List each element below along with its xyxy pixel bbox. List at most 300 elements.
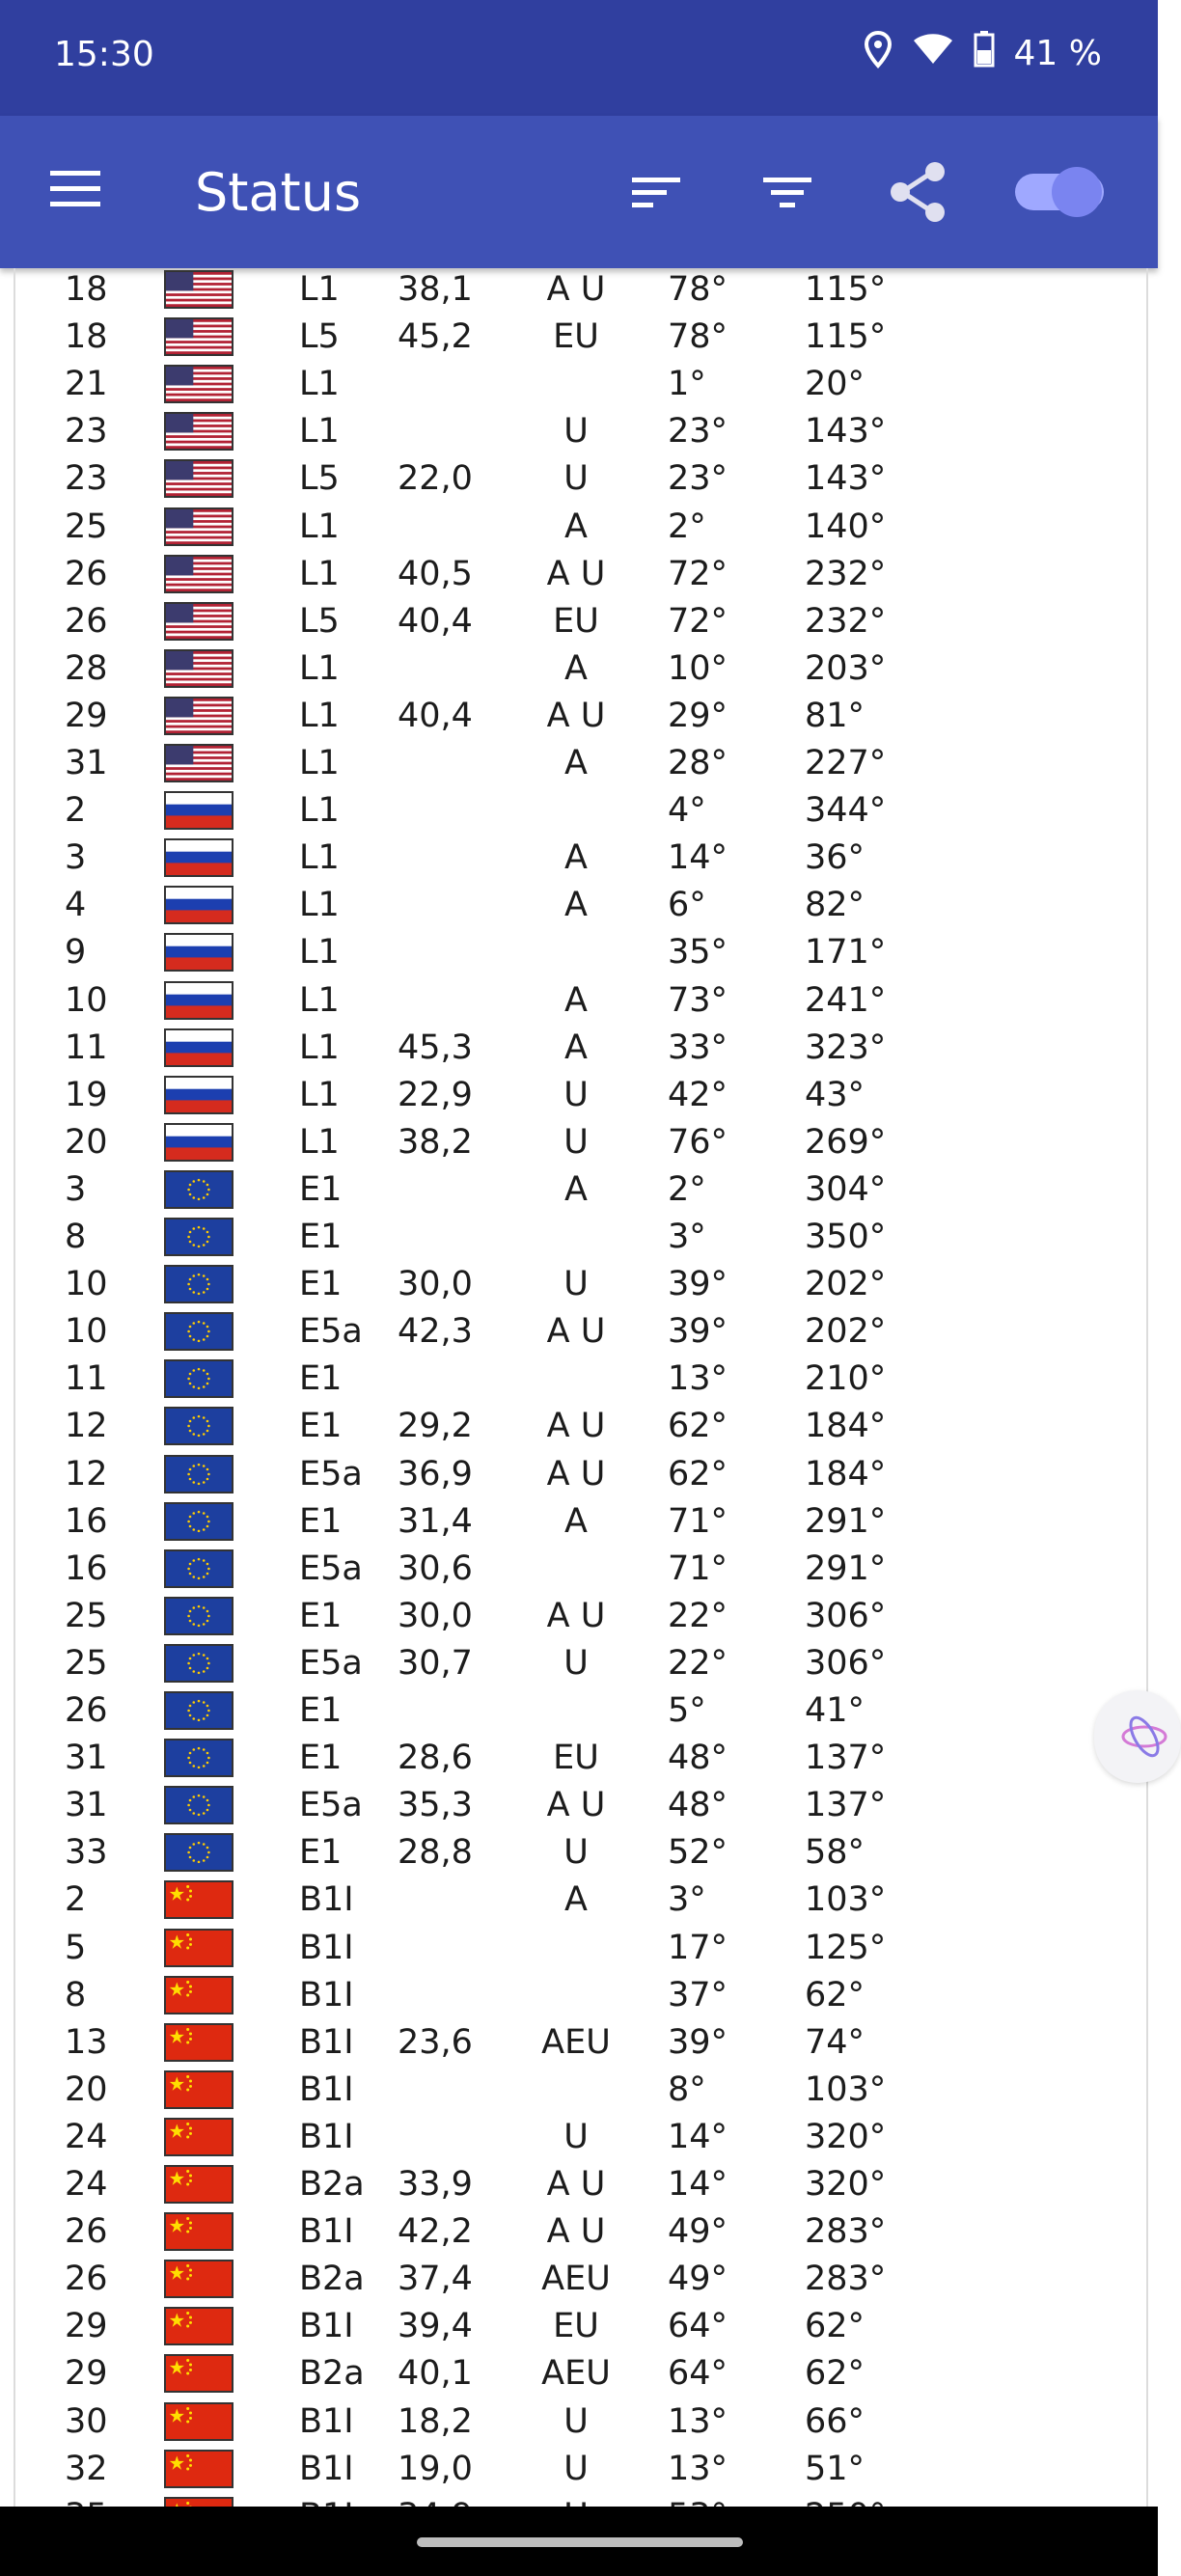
location-icon bbox=[864, 31, 893, 76]
status-flags: A bbox=[564, 1169, 588, 1209]
table-row bbox=[15, 1593, 1146, 1640]
azimuth: 283° bbox=[805, 2260, 887, 2299]
azimuth: 306° bbox=[805, 1643, 887, 1683]
status-flags: U bbox=[563, 1643, 589, 1683]
azimuth: 137° bbox=[805, 1739, 887, 1778]
signal-band: B2a bbox=[299, 2354, 365, 2394]
signal-band: E1 bbox=[299, 1265, 343, 1304]
china-flag-icon bbox=[164, 2212, 233, 2251]
table-row bbox=[15, 1072, 1146, 1119]
azimuth: 41° bbox=[805, 1691, 865, 1730]
signal-strength: 40,5 bbox=[398, 554, 473, 593]
signal-band: L5 bbox=[299, 317, 340, 357]
status-flags: A U bbox=[546, 2212, 606, 2252]
table-row bbox=[15, 2114, 1146, 2161]
table-row bbox=[15, 1308, 1146, 1356]
status-flags: AEU bbox=[541, 2022, 611, 2062]
russia-flag-icon bbox=[164, 1028, 233, 1067]
azimuth: 210° bbox=[805, 1359, 887, 1399]
signal-band: B1I bbox=[299, 2212, 354, 2252]
signal-strength: 33,9 bbox=[398, 2165, 473, 2204]
status-flags: AEU bbox=[541, 2260, 611, 2299]
satellite-id: 26 bbox=[65, 2212, 108, 2252]
china-flag-icon bbox=[164, 2307, 233, 2345]
elevation: 13° bbox=[668, 2401, 728, 2441]
satellite-id: 16 bbox=[65, 1548, 108, 1588]
usa-flag-icon bbox=[164, 507, 233, 546]
signal-strength: 37,4 bbox=[398, 2260, 473, 2299]
satellite-id: 21 bbox=[65, 365, 108, 404]
russia-flag-icon bbox=[164, 1123, 233, 1162]
elevation: 48° bbox=[668, 1786, 728, 1825]
toggle-thumb[interactable] bbox=[1052, 167, 1102, 217]
table-row bbox=[15, 2067, 1146, 2114]
satellite-id: 11 bbox=[65, 1359, 108, 1399]
satellite-id: 5 bbox=[65, 1928, 87, 1967]
elevation: 5° bbox=[668, 1691, 706, 1730]
status-flags: A bbox=[564, 744, 588, 782]
satellite-id: 26 bbox=[65, 2260, 108, 2299]
status-flags: A U bbox=[546, 1786, 606, 1825]
status-flags: EU bbox=[553, 2307, 599, 2346]
status-flags: U bbox=[563, 2449, 589, 2488]
usa-flag-icon bbox=[164, 744, 233, 782]
china-flag-icon bbox=[164, 2070, 233, 2109]
status-flags: A bbox=[564, 648, 588, 688]
satellite-id: 2 bbox=[65, 1880, 87, 1920]
satellite-id: 18 bbox=[65, 317, 108, 357]
elevation: 52° bbox=[668, 1833, 728, 1873]
signal-strength: 22,0 bbox=[398, 459, 473, 499]
satellite-id: 20 bbox=[65, 1122, 108, 1162]
china-flag-icon bbox=[164, 2354, 233, 2393]
azimuth: 62° bbox=[805, 2354, 865, 2394]
elevation: 78° bbox=[668, 270, 728, 309]
china-flag-icon bbox=[164, 2402, 233, 2441]
status-flags: U bbox=[563, 459, 589, 499]
table-row bbox=[15, 1261, 1146, 1308]
signal-strength: 30,6 bbox=[398, 1548, 473, 1588]
signal-band: L1 bbox=[299, 1122, 340, 1162]
eu-flag-icon bbox=[164, 1597, 233, 1635]
table-row bbox=[15, 1735, 1146, 1782]
menu-icon[interactable] bbox=[48, 169, 102, 213]
table-row bbox=[15, 1356, 1146, 1403]
elevation: 23° bbox=[668, 412, 728, 452]
elevation: 71° bbox=[668, 1501, 728, 1541]
table-row bbox=[15, 1829, 1146, 1877]
table-row bbox=[15, 1782, 1146, 1829]
battery-percent: 41 % bbox=[1013, 34, 1102, 73]
elevation: 71° bbox=[668, 1548, 728, 1588]
status-flags: EU bbox=[553, 601, 599, 641]
satellite-id: 12 bbox=[65, 1407, 108, 1446]
eu-flag-icon bbox=[164, 1455, 233, 1494]
signal-band: B1I bbox=[299, 2069, 354, 2109]
china-flag-icon bbox=[164, 1976, 233, 2014]
signal-band: E1 bbox=[299, 1596, 343, 1635]
signal-band: E1 bbox=[299, 1169, 343, 1209]
eu-flag-icon bbox=[164, 1502, 233, 1541]
signal-band: B2a bbox=[299, 2165, 365, 2204]
elevation: 35° bbox=[668, 933, 728, 973]
satellite-id: 2 bbox=[65, 791, 87, 831]
satellite-id: 23 bbox=[65, 459, 108, 499]
signal-strength: 28,6 bbox=[398, 1739, 473, 1778]
status-flags: A U bbox=[546, 1596, 606, 1635]
app-bar bbox=[0, 116, 1158, 268]
table-row bbox=[15, 455, 1146, 503]
china-flag-icon bbox=[164, 2260, 233, 2298]
signal-band: E5a bbox=[299, 1312, 363, 1352]
signal-strength: 45,3 bbox=[398, 1028, 473, 1067]
elevation: 28° bbox=[668, 744, 728, 782]
signal-band: L1 bbox=[299, 838, 340, 878]
signal-band: L5 bbox=[299, 459, 340, 499]
table-row bbox=[15, 1451, 1146, 1498]
status-flags: A U bbox=[546, 1454, 606, 1494]
table-row bbox=[15, 1640, 1146, 1687]
table-row bbox=[15, 266, 1146, 314]
elevation: 8° bbox=[668, 2069, 706, 2109]
status-flags: A bbox=[564, 1880, 588, 1920]
status-flags: A U bbox=[546, 1312, 606, 1352]
table-row bbox=[15, 1403, 1146, 1450]
signal-band: B1I bbox=[299, 2449, 354, 2488]
satellite-id: 31 bbox=[65, 744, 108, 782]
status-flags: EU bbox=[553, 317, 599, 357]
elevation: 13° bbox=[668, 1359, 728, 1399]
status-flags: A bbox=[564, 980, 588, 1020]
table-row bbox=[15, 835, 1146, 882]
signal-band: L1 bbox=[299, 696, 340, 735]
signal-strength: 42,3 bbox=[398, 1312, 473, 1352]
russia-flag-icon bbox=[164, 886, 233, 924]
satellite-id: 29 bbox=[65, 2307, 108, 2346]
page-title: Status bbox=[195, 162, 362, 223]
elevation: 33° bbox=[668, 1028, 728, 1067]
wifi-icon bbox=[912, 33, 954, 74]
azimuth: 232° bbox=[805, 601, 887, 641]
table-row bbox=[15, 2350, 1146, 2398]
signal-strength: 29,2 bbox=[398, 1407, 473, 1446]
elevation: 78° bbox=[668, 317, 728, 357]
russia-flag-icon bbox=[164, 791, 233, 830]
signal-strength: 38,2 bbox=[398, 1122, 473, 1162]
signal-band: E1 bbox=[299, 1739, 343, 1778]
status-flags: U bbox=[563, 2401, 589, 2441]
azimuth: 36° bbox=[805, 838, 865, 878]
satellite-id: 31 bbox=[65, 1786, 108, 1825]
signal-strength: 22,9 bbox=[398, 1075, 473, 1114]
satellite-id: 32 bbox=[65, 2449, 108, 2488]
table-row bbox=[15, 929, 1146, 976]
table-row bbox=[15, 2256, 1146, 2303]
elevation: 22° bbox=[668, 1596, 728, 1635]
signal-band: B1I bbox=[299, 2401, 354, 2441]
signal-band: B1I bbox=[299, 2117, 354, 2156]
azimuth: 203° bbox=[805, 648, 887, 688]
usa-flag-icon bbox=[164, 555, 233, 593]
table-row bbox=[15, 2398, 1146, 2446]
signal-strength: 36,9 bbox=[398, 1454, 473, 1494]
azimuth: 143° bbox=[805, 459, 887, 499]
status-flags: A bbox=[564, 507, 588, 546]
usa-flag-icon bbox=[164, 649, 233, 688]
azimuth: 171° bbox=[805, 933, 887, 973]
sort-icon[interactable] bbox=[620, 156, 692, 228]
china-flag-icon bbox=[164, 2023, 233, 2062]
signal-band: L1 bbox=[299, 886, 340, 925]
signal-strength: 40,4 bbox=[398, 601, 473, 641]
table-row bbox=[15, 740, 1146, 787]
azimuth: 202° bbox=[805, 1265, 887, 1304]
elevation: 37° bbox=[668, 1975, 728, 2014]
satellite-id: 24 bbox=[65, 2117, 108, 2156]
status-flags: A U bbox=[546, 270, 606, 309]
azimuth: 350° bbox=[805, 1218, 887, 1256]
eu-flag-icon bbox=[164, 1786, 233, 1824]
azimuth: 320° bbox=[805, 2117, 887, 2156]
azimuth: 115° bbox=[805, 317, 887, 357]
satellite-id: 8 bbox=[65, 1218, 87, 1256]
battery-icon bbox=[974, 31, 995, 76]
satellite-id: 20 bbox=[65, 2069, 108, 2109]
satellite-id: 26 bbox=[65, 1691, 108, 1730]
azimuth: 140° bbox=[805, 507, 887, 546]
table-row bbox=[15, 787, 1146, 835]
azimuth: 269° bbox=[805, 1122, 887, 1162]
elevation: 3° bbox=[668, 1880, 706, 1920]
azimuth: 227° bbox=[805, 744, 887, 782]
signal-strength: 23,6 bbox=[398, 2022, 473, 2062]
status-flags: A U bbox=[546, 554, 606, 593]
azimuth: 137° bbox=[805, 1786, 887, 1825]
status-flags: U bbox=[563, 1265, 589, 1304]
signal-band: E1 bbox=[299, 1691, 343, 1730]
table-row bbox=[15, 977, 1146, 1025]
china-flag-icon bbox=[164, 1880, 233, 1919]
signal-band: L1 bbox=[299, 744, 340, 782]
elevation: 23° bbox=[668, 459, 728, 499]
status-flags: U bbox=[563, 1122, 589, 1162]
elevation: 72° bbox=[668, 554, 728, 593]
signal-band: L1 bbox=[299, 980, 340, 1020]
signal-band: L5 bbox=[299, 601, 340, 641]
signal-band: L1 bbox=[299, 648, 340, 688]
table-row bbox=[15, 1166, 1146, 1214]
azimuth: 306° bbox=[805, 1596, 887, 1635]
system-status-bar bbox=[0, 0, 1158, 116]
elevation: 2° bbox=[668, 507, 706, 546]
azimuth: 304° bbox=[805, 1169, 887, 1209]
elevation: 22° bbox=[668, 1643, 728, 1683]
azimuth: 232° bbox=[805, 554, 887, 593]
status-flags: A bbox=[564, 1501, 588, 1541]
satellite-id: 13 bbox=[65, 2022, 108, 2062]
signal-band: B1I bbox=[299, 1928, 354, 1967]
azimuth: 184° bbox=[805, 1407, 887, 1446]
signal-band: E1 bbox=[299, 1501, 343, 1541]
azimuth: 20° bbox=[805, 365, 865, 404]
satellite-id: 12 bbox=[65, 1454, 108, 1494]
azimuth: 62° bbox=[805, 2307, 865, 2346]
usa-flag-icon bbox=[164, 412, 233, 451]
russia-flag-icon bbox=[164, 933, 233, 972]
signal-band: E5a bbox=[299, 1454, 363, 1494]
azimuth: 344° bbox=[805, 791, 887, 831]
satellite-id: 3 bbox=[65, 838, 87, 878]
elevation: 13° bbox=[668, 2449, 728, 2488]
azimuth: 103° bbox=[805, 2069, 887, 2109]
home-gesture-handle[interactable] bbox=[417, 2537, 743, 2547]
table-row bbox=[15, 2161, 1146, 2208]
signal-strength: 31,4 bbox=[398, 1501, 473, 1541]
azimuth: 184° bbox=[805, 1454, 887, 1494]
russia-flag-icon bbox=[164, 838, 233, 877]
satellite-id: 29 bbox=[65, 2354, 108, 2394]
status-flags: U bbox=[563, 2117, 589, 2156]
elevation: 49° bbox=[668, 2212, 728, 2252]
eu-flag-icon bbox=[164, 1218, 233, 1256]
eu-flag-icon bbox=[164, 1170, 233, 1209]
table-row bbox=[15, 1214, 1146, 1261]
table-row bbox=[15, 314, 1146, 361]
status-flags: A U bbox=[546, 696, 606, 735]
elevation: 64° bbox=[668, 2354, 728, 2394]
azimuth: 320° bbox=[805, 2165, 887, 2204]
signal-strength: 18,2 bbox=[398, 2401, 473, 2441]
table-row bbox=[15, 1546, 1146, 1593]
azimuth: 58° bbox=[805, 1833, 865, 1873]
signal-band: E1 bbox=[299, 1218, 343, 1256]
signal-band: B2a bbox=[299, 2260, 365, 2299]
satellite-id: 31 bbox=[65, 1739, 108, 1778]
signal-strength: 45,2 bbox=[398, 317, 473, 357]
signal-strength: 38,1 bbox=[398, 270, 473, 309]
usa-flag-icon bbox=[164, 365, 233, 403]
signal-band: B1I bbox=[299, 1880, 354, 1920]
status-flags: U bbox=[563, 412, 589, 452]
satellite-list[interactable] bbox=[14, 268, 1148, 2507]
satellite-id: 19 bbox=[65, 1075, 108, 1114]
table-row bbox=[15, 2019, 1146, 2067]
filter-icon[interactable] bbox=[752, 156, 823, 228]
elevation: 1° bbox=[668, 365, 706, 404]
signal-band: B1I bbox=[299, 2022, 354, 2062]
azimuth: 143° bbox=[805, 412, 887, 452]
elevation: 39° bbox=[668, 2022, 728, 2062]
usa-flag-icon bbox=[164, 270, 233, 309]
satellite-id: 33 bbox=[65, 1833, 108, 1873]
elevation: 76° bbox=[668, 1122, 728, 1162]
table-row bbox=[15, 361, 1146, 408]
satellite-id: 24 bbox=[65, 2165, 108, 2204]
table-row bbox=[15, 693, 1146, 740]
signal-strength: 35,3 bbox=[398, 1786, 473, 1825]
elevation: 4° bbox=[668, 791, 706, 831]
signal-band: L1 bbox=[299, 365, 340, 404]
azimuth: 202° bbox=[805, 1312, 887, 1352]
china-flag-icon bbox=[164, 2118, 233, 2156]
usa-flag-icon bbox=[164, 459, 233, 498]
signal-band: L1 bbox=[299, 791, 340, 831]
eu-flag-icon bbox=[164, 1549, 233, 1588]
azimuth: 291° bbox=[805, 1501, 887, 1541]
status-flags: A U bbox=[546, 2165, 606, 2204]
signal-band: E1 bbox=[299, 1407, 343, 1446]
signal-band: B1I bbox=[299, 2307, 354, 2346]
satellite-id: 11 bbox=[65, 1028, 108, 1067]
eu-flag-icon bbox=[164, 1691, 233, 1730]
signal-band: E5a bbox=[299, 1786, 363, 1825]
signal-strength: 30,7 bbox=[398, 1643, 473, 1683]
satellite-id: 29 bbox=[65, 696, 108, 735]
signal-band: B1I bbox=[299, 1975, 354, 2014]
elevation: 3° bbox=[668, 1218, 706, 1256]
azimuth: 291° bbox=[805, 1548, 887, 1588]
usa-flag-icon bbox=[164, 602, 233, 641]
elevation: 39° bbox=[668, 1265, 728, 1304]
status-flags: A bbox=[564, 838, 588, 878]
usa-flag-icon bbox=[164, 697, 233, 735]
signal-strength: 30,0 bbox=[398, 1596, 473, 1635]
elevation: 14° bbox=[668, 2117, 728, 2156]
elevation: 10° bbox=[668, 648, 728, 688]
elevation: 49° bbox=[668, 2260, 728, 2299]
signal-band: L1 bbox=[299, 1075, 340, 1114]
signal-band: E5a bbox=[299, 1643, 363, 1683]
status-flags: A U bbox=[546, 1407, 606, 1446]
satellite-id: 23 bbox=[65, 412, 108, 452]
satellite-id: 26 bbox=[65, 601, 108, 641]
table-row bbox=[15, 1119, 1146, 1166]
satellite-id: 25 bbox=[65, 1643, 108, 1683]
eu-flag-icon bbox=[164, 1359, 233, 1398]
elevation: 73° bbox=[668, 980, 728, 1020]
share-icon[interactable] bbox=[883, 156, 954, 228]
elevation: 48° bbox=[668, 1739, 728, 1778]
elevation: 6° bbox=[668, 886, 706, 925]
eu-flag-icon bbox=[164, 1739, 233, 1777]
table-row bbox=[15, 408, 1146, 455]
eu-flag-icon bbox=[164, 1833, 233, 1872]
satellite-id: 3 bbox=[65, 1169, 87, 1209]
status-flags: A bbox=[564, 886, 588, 925]
signal-strength: 30,0 bbox=[398, 1265, 473, 1304]
signal-band: L1 bbox=[299, 554, 340, 593]
table-row bbox=[15, 1498, 1146, 1546]
elevation: 39° bbox=[668, 1312, 728, 1352]
satellite-id: 25 bbox=[65, 507, 108, 546]
russia-flag-icon bbox=[164, 1076, 233, 1114]
satellite-id: 25 bbox=[65, 1596, 108, 1635]
signal-band: L1 bbox=[299, 507, 340, 546]
signal-band: L1 bbox=[299, 933, 340, 973]
elevation: 14° bbox=[668, 2165, 728, 2204]
floating-assistant-bubble[interactable] bbox=[1094, 1690, 1181, 1783]
signal-strength: 28,8 bbox=[398, 1833, 473, 1873]
satellite-id: 8 bbox=[65, 1975, 87, 2014]
china-flag-icon bbox=[164, 2450, 233, 2488]
azimuth: 125° bbox=[805, 1928, 887, 1967]
status-flags: U bbox=[563, 1833, 589, 1873]
signal-strength: 40,4 bbox=[398, 696, 473, 735]
azimuth: 283° bbox=[805, 2212, 887, 2252]
status-flags: U bbox=[563, 1075, 589, 1114]
elevation: 72° bbox=[668, 601, 728, 641]
russia-flag-icon bbox=[164, 981, 233, 1020]
